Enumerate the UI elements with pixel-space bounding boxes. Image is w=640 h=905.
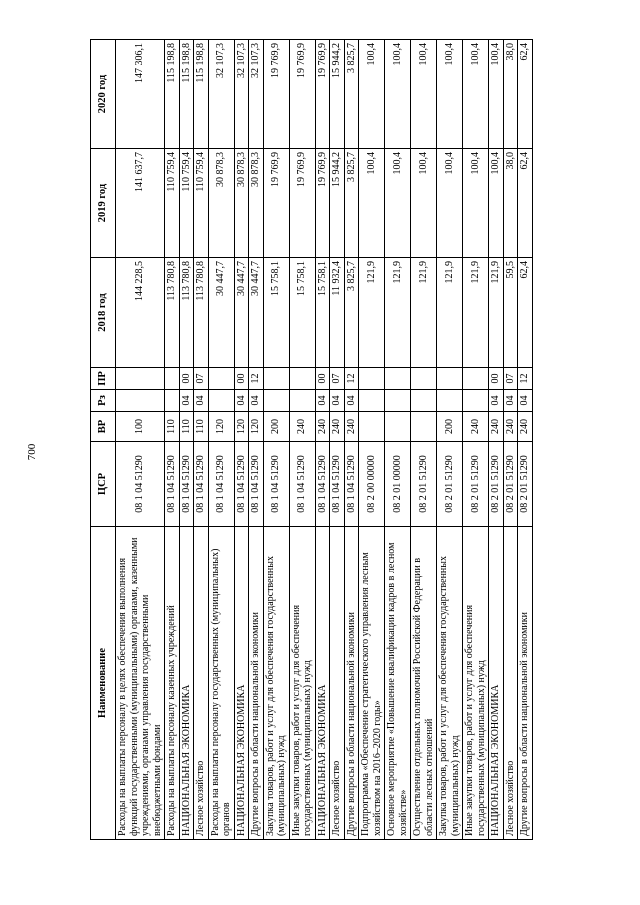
cell-vr: 110 bbox=[194, 412, 209, 442]
cell-2019: 3 825,7 bbox=[344, 149, 359, 258]
cell-name: Закупка товаров, работ и услуг для обеспечения государственных (муниципальных) нужд bbox=[263, 527, 289, 840]
cell-pr: 00 bbox=[315, 368, 330, 390]
cell-csr: 08 1 04 51290 bbox=[234, 442, 249, 527]
cell-2020: 32 107,3 bbox=[234, 40, 249, 149]
cell-pr: 00 bbox=[489, 368, 504, 390]
cell-rz bbox=[263, 390, 289, 412]
table-row bbox=[249, 40, 264, 840]
cell-csr: 08 1 04 51290 bbox=[194, 442, 209, 527]
cell-pr: 00 bbox=[234, 368, 249, 390]
table-row bbox=[385, 40, 411, 840]
cell-rz: 04 bbox=[489, 390, 504, 412]
table-row bbox=[489, 40, 504, 840]
cell-rz: 04 bbox=[249, 390, 264, 412]
table-body bbox=[116, 40, 533, 840]
cell-2020: 115 198,8 bbox=[165, 40, 180, 149]
cell-name: НАЦИОНАЛЬНАЯ ЭКОНОМИКА bbox=[179, 527, 194, 840]
cell-name: НАЦИОНАЛЬНАЯ ЭКОНОМИКА bbox=[315, 527, 330, 840]
cell-vr: 240 bbox=[489, 412, 504, 442]
cell-2020: 100,4 bbox=[463, 40, 489, 149]
cell-pr: 00 bbox=[179, 368, 194, 390]
cell-name: Другие вопросы в области национальной экономики bbox=[249, 527, 264, 840]
table-row bbox=[234, 40, 249, 840]
cell-pr: 12 bbox=[344, 368, 359, 390]
cell-name: НАЦИОНАЛЬНАЯ ЭКОНОМИКА bbox=[234, 527, 249, 840]
cell-pr: 07 bbox=[194, 368, 209, 390]
cell-rz: 04 bbox=[503, 390, 518, 412]
cell-name: Иные закупки товаров, работ и услуг для обеспечения государственных (муниципальных) нужд bbox=[289, 527, 315, 840]
cell-name: Лесное хозяйство bbox=[330, 527, 345, 840]
cell-pr bbox=[116, 368, 165, 390]
cell-name: Расходы на выплаты персоналу казенных учреждений bbox=[165, 527, 180, 840]
cell-vr: 240 bbox=[518, 412, 533, 442]
cell-rz bbox=[116, 390, 165, 412]
cell-2018: 121,9 bbox=[437, 258, 463, 368]
table-row bbox=[315, 40, 330, 840]
cell-pr: 07 bbox=[503, 368, 518, 390]
cell-2018: 113 780,8 bbox=[194, 258, 209, 368]
cell-pr bbox=[463, 368, 489, 390]
cell-2020: 100,4 bbox=[411, 40, 437, 149]
cell-2019: 30 878,3 bbox=[234, 149, 249, 258]
cell-csr: 08 1 04 51290 bbox=[179, 442, 194, 527]
cell-vr: 200 bbox=[437, 412, 463, 442]
table-row bbox=[194, 40, 209, 840]
cell-2019: 141 637,7 bbox=[116, 149, 165, 258]
table-row bbox=[344, 40, 359, 840]
cell-2020: 62,4 bbox=[518, 40, 533, 149]
col-pr: ПР bbox=[91, 368, 116, 390]
cell-csr: 08 2 01 00000 bbox=[385, 442, 411, 527]
cell-2020: 115 198,8 bbox=[194, 40, 209, 149]
cell-2018: 121,9 bbox=[385, 258, 411, 368]
table-row bbox=[208, 40, 234, 840]
col-2019: 2019 год bbox=[91, 149, 116, 258]
col-vr: ВР bbox=[91, 412, 116, 442]
cell-vr: 110 bbox=[165, 412, 180, 442]
cell-2020: 115 198,8 bbox=[179, 40, 194, 149]
table-row bbox=[330, 40, 345, 840]
cell-csr: 08 2 01 51290 bbox=[503, 442, 518, 527]
cell-2019: 15 944,2 bbox=[330, 149, 345, 258]
cell-pr bbox=[289, 368, 315, 390]
cell-pr bbox=[385, 368, 411, 390]
table-row bbox=[518, 40, 533, 840]
cell-csr: 08 1 04 51290 bbox=[116, 442, 165, 527]
cell-pr bbox=[165, 368, 180, 390]
cell-vr: 240 bbox=[344, 412, 359, 442]
cell-name: Основное мероприятие «Повышение квалификации кадров в лесном хозяйстве» bbox=[385, 527, 411, 840]
cell-2019: 62,4 bbox=[518, 149, 533, 258]
cell-2019: 100,4 bbox=[489, 149, 504, 258]
cell-name: Расходы на выплаты персоналу в целях обеспечения выполнения функций государственными (муниципальными) органами, казенными учреждениями, органами управления государственными внебюджетными фондами bbox=[116, 527, 165, 840]
cell-pr: 07 bbox=[330, 368, 345, 390]
cell-pr: 12 bbox=[518, 368, 533, 390]
cell-2020: 100,4 bbox=[437, 40, 463, 149]
cell-2018: 3 825,7 bbox=[344, 258, 359, 368]
cell-pr bbox=[437, 368, 463, 390]
cell-2020: 15 944,2 bbox=[330, 40, 345, 149]
cell-name: Расходы на выплаты персоналу государственных (муниципальных) органов bbox=[208, 527, 234, 840]
cell-pr bbox=[411, 368, 437, 390]
cell-rz: 04 bbox=[344, 390, 359, 412]
cell-pr bbox=[208, 368, 234, 390]
cell-2019: 100,4 bbox=[437, 149, 463, 258]
cell-vr bbox=[411, 412, 437, 442]
table-row bbox=[359, 40, 385, 840]
cell-vr bbox=[359, 412, 385, 442]
cell-2018: 62,4 bbox=[518, 258, 533, 368]
cell-2018: 144 228,5 bbox=[116, 258, 165, 368]
cell-vr: 200 bbox=[263, 412, 289, 442]
cell-pr bbox=[359, 368, 385, 390]
cell-name: Лесное хозяйство bbox=[503, 527, 518, 840]
cell-csr: 08 1 04 51290 bbox=[263, 442, 289, 527]
table-header bbox=[91, 40, 116, 840]
cell-name: Другие вопросы в области национальной экономики bbox=[344, 527, 359, 840]
cell-vr: 120 bbox=[249, 412, 264, 442]
cell-2020: 19 769,9 bbox=[263, 40, 289, 149]
table-row bbox=[263, 40, 289, 840]
cell-2019: 38,0 bbox=[503, 149, 518, 258]
table-row bbox=[289, 40, 315, 840]
cell-csr: 08 2 01 51290 bbox=[437, 442, 463, 527]
cell-vr: 240 bbox=[330, 412, 345, 442]
col-2020: 2020 год bbox=[91, 40, 116, 149]
cell-rz bbox=[359, 390, 385, 412]
cell-csr: 08 2 01 51290 bbox=[463, 442, 489, 527]
cell-vr: 240 bbox=[315, 412, 330, 442]
table-row bbox=[503, 40, 518, 840]
cell-name: Лесное хозяйство bbox=[194, 527, 209, 840]
cell-rz: 04 bbox=[234, 390, 249, 412]
cell-csr: 08 1 04 51290 bbox=[208, 442, 234, 527]
cell-2019: 110 759,4 bbox=[194, 149, 209, 258]
cell-2019: 19 769,9 bbox=[289, 149, 315, 258]
cell-2020: 19 769,9 bbox=[289, 40, 315, 149]
cell-2020: 32 107,3 bbox=[208, 40, 234, 149]
col-csr: ЦСР bbox=[91, 442, 116, 527]
cell-vr: 120 bbox=[208, 412, 234, 442]
cell-rz bbox=[208, 390, 234, 412]
cell-2018: 121,9 bbox=[359, 258, 385, 368]
cell-csr: 08 1 04 51290 bbox=[165, 442, 180, 527]
cell-2018: 121,9 bbox=[411, 258, 437, 368]
cell-csr: 08 1 04 51290 bbox=[249, 442, 264, 527]
rotated-table-container bbox=[90, 40, 570, 840]
cell-2020: 32 107,3 bbox=[249, 40, 264, 149]
cell-vr bbox=[385, 412, 411, 442]
cell-csr: 08 1 04 51290 bbox=[289, 442, 315, 527]
cell-2018: 15 758,1 bbox=[315, 258, 330, 368]
cell-rz bbox=[289, 390, 315, 412]
cell-csr: 08 1 04 51290 bbox=[344, 442, 359, 527]
cell-vr: 240 bbox=[289, 412, 315, 442]
table-row bbox=[411, 40, 437, 840]
cell-csr: 08 2 01 51290 bbox=[489, 442, 504, 527]
cell-2018: 121,9 bbox=[489, 258, 504, 368]
cell-2019: 100,4 bbox=[385, 149, 411, 258]
cell-pr: 12 bbox=[249, 368, 264, 390]
col-name: Наименование bbox=[91, 527, 116, 840]
cell-2019: 19 769,9 bbox=[315, 149, 330, 258]
cell-2018: 11 932,4 bbox=[330, 258, 345, 368]
cell-2019: 100,4 bbox=[463, 149, 489, 258]
cell-name: Иные закупки товаров, работ и услуг для обеспечения государственных (муниципальных) нужд bbox=[463, 527, 489, 840]
cell-rz: 04 bbox=[330, 390, 345, 412]
cell-2019: 19 769,9 bbox=[263, 149, 289, 258]
cell-vr: 240 bbox=[463, 412, 489, 442]
cell-2019: 100,4 bbox=[359, 149, 385, 258]
cell-vr: 100 bbox=[116, 412, 165, 442]
cell-2019: 110 759,4 bbox=[165, 149, 180, 258]
cell-csr: 08 2 00 00000 bbox=[359, 442, 385, 527]
table-row bbox=[116, 40, 165, 840]
cell-2018: 30 447,7 bbox=[208, 258, 234, 368]
cell-2019: 30 878,3 bbox=[208, 149, 234, 258]
cell-name: Закупка товаров, работ и услуг для обеспечения государственных (муниципальных) нужд bbox=[437, 527, 463, 840]
cell-rz: 04 bbox=[194, 390, 209, 412]
cell-2020: 38,0 bbox=[503, 40, 518, 149]
table-row bbox=[179, 40, 194, 840]
cell-2019: 30 878,3 bbox=[249, 149, 264, 258]
cell-name: Другие вопросы в области национальной экономики bbox=[518, 527, 533, 840]
cell-rz bbox=[385, 390, 411, 412]
cell-name: НАЦИОНАЛЬНАЯ ЭКОНОМИКА bbox=[489, 527, 504, 840]
cell-2020: 100,4 bbox=[359, 40, 385, 149]
cell-rz: 04 bbox=[518, 390, 533, 412]
table-row bbox=[437, 40, 463, 840]
cell-rz: 04 bbox=[315, 390, 330, 412]
cell-2018: 30 447,7 bbox=[234, 258, 249, 368]
cell-2018: 59,5 bbox=[503, 258, 518, 368]
cell-csr: 08 2 01 51290 bbox=[518, 442, 533, 527]
cell-2018: 121,9 bbox=[463, 258, 489, 368]
cell-csr: 08 1 04 51290 bbox=[330, 442, 345, 527]
cell-name: Осуществление отдельных полномочий Российской Федерации в области лесных отношений bbox=[411, 527, 437, 840]
cell-2018: 30 447,7 bbox=[249, 258, 264, 368]
cell-2018: 113 780,8 bbox=[165, 258, 180, 368]
table-row bbox=[463, 40, 489, 840]
cell-csr: 08 2 01 51290 bbox=[411, 442, 437, 527]
cell-vr: 120 bbox=[234, 412, 249, 442]
budget-table bbox=[90, 39, 533, 840]
cell-2020: 100,4 bbox=[489, 40, 504, 149]
cell-rz bbox=[165, 390, 180, 412]
cell-2019: 100,4 bbox=[411, 149, 437, 258]
cell-csr: 08 1 04 51290 bbox=[315, 442, 330, 527]
cell-pr bbox=[263, 368, 289, 390]
cell-vr: 110 bbox=[179, 412, 194, 442]
cell-2018: 113 780,8 bbox=[179, 258, 194, 368]
cell-2020: 100,4 bbox=[385, 40, 411, 149]
cell-2018: 15 758,1 bbox=[263, 258, 289, 368]
cell-2020: 19 769,9 bbox=[315, 40, 330, 149]
cell-2019: 110 759,4 bbox=[179, 149, 194, 258]
col-2018: 2018 год bbox=[91, 258, 116, 368]
cell-name: Подпрограмма «Обеспечение стратегического управления лесным хозяйством на 2016–2020 годы» bbox=[359, 527, 385, 840]
cell-rz: 04 bbox=[179, 390, 194, 412]
table-row bbox=[165, 40, 180, 840]
cell-2020: 147 306,1 bbox=[116, 40, 165, 149]
cell-rz bbox=[411, 390, 437, 412]
cell-rz bbox=[437, 390, 463, 412]
cell-2020: 3 825,7 bbox=[344, 40, 359, 149]
cell-rz bbox=[463, 390, 489, 412]
col-rz: Рз bbox=[91, 390, 116, 412]
page-number: 700 bbox=[26, 443, 38, 461]
cell-2018: 15 758,1 bbox=[289, 258, 315, 368]
cell-vr: 240 bbox=[503, 412, 518, 442]
